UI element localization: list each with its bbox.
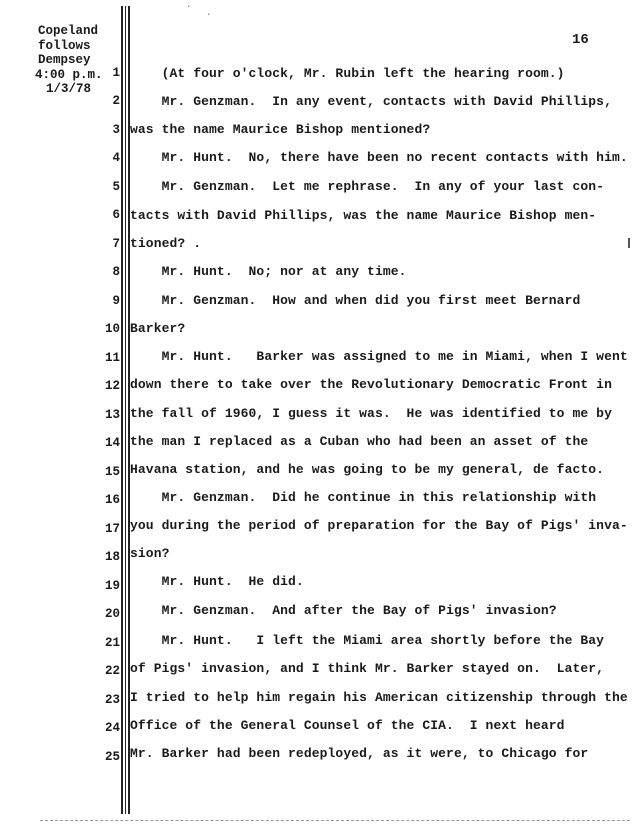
transcript-line: Mr. Hunt. He did. [130, 574, 304, 589]
transcript-line: down there to take over the Revolutionary Democratic Front in [130, 377, 612, 392]
line-number: 11 [104, 351, 120, 365]
line-number: 18 [104, 550, 120, 564]
transcript-line: the fall of 1960, I guess it was. He was identified to me by [130, 406, 612, 421]
scan-mark [628, 238, 630, 248]
transcript-line: Mr. Genzman. How and when did you first meet Bernard [130, 293, 581, 308]
line-number: 12 [104, 379, 120, 393]
transcript-line: Barker? [130, 321, 186, 336]
transcript-line: Havana station, and he was going to be my general, de facto. [130, 462, 605, 477]
transcript-line: of Pigs' invasion, and I think Mr. Barker stayed on. Later, [130, 661, 605, 676]
line-number: 21 [104, 636, 120, 650]
line-number: 8 [112, 265, 120, 279]
transcript-line: Mr. Genzman. In any event, contacts with David Phillips, [130, 94, 612, 109]
transcript-line: was the name Maurice Bishop mentioned? [130, 122, 431, 137]
margin-note-line: Copeland [38, 24, 99, 38]
line-number: 3 [112, 123, 120, 137]
line-number: 24 [104, 721, 120, 735]
transcript-line: Mr. Barker had been redeployed, as it were, to Chicago for [130, 746, 589, 761]
line-number: 15 [104, 465, 120, 479]
line-number: 19 [104, 579, 120, 593]
line-number: 16 [104, 493, 120, 507]
line-number: 14 [104, 436, 120, 450]
line-number: 13 [104, 408, 120, 422]
transcript-line: Mr. Genzman. Did he continue in this relationship with [130, 490, 597, 505]
line-number: 22 [104, 664, 120, 678]
line-number: 20 [104, 607, 120, 621]
line-number: 25 [104, 750, 120, 764]
line-number: 5 [112, 180, 120, 194]
transcript-line: Mr. Hunt. No; nor at any time. [130, 264, 407, 279]
line-number: 1 [112, 66, 120, 80]
line-number: 4 [112, 151, 120, 165]
transcript-line: Mr. Hunt. I left the Miami area shortly before the Bay [130, 633, 605, 648]
transcript-line: Mr. Genzman. Let me rephrase. In any of your last con- [130, 179, 605, 194]
line-number: 17 [104, 522, 120, 536]
page-number: 16 [572, 32, 589, 48]
reporter-margin-note [35, 24, 103, 97]
scan-speck: · [206, 10, 212, 20]
margin-note-line: Dempsey [38, 53, 91, 67]
line-number: 2 [112, 94, 120, 108]
margin-note-time: 4:00 p.m. [35, 67, 103, 82]
line-number: 9 [112, 294, 120, 308]
transcript-line: Mr. Genzman. And after the Bay of Pigs' invasion? [130, 603, 557, 618]
transcript-line: Mr. Hunt. No, there have been no recent contacts with him. [130, 150, 628, 165]
transcript-line: I tried to help him regain his American citizenship through the [130, 690, 628, 705]
transcript-line: tacts with David Phillips, was the name Maurice Bishop men- [130, 208, 597, 223]
line-number: 6 [112, 208, 120, 222]
scan-speck: · [186, 2, 192, 12]
line-number: 23 [104, 693, 120, 707]
transcript-line: Office of the General Counsel of the CIA. I next heard [130, 718, 565, 733]
margin-note-date: 1/3/78 [46, 82, 92, 96]
margin-rule [121, 6, 123, 814]
transcript-line: you during the period of preparation for the Bay of Pigs' inva- [130, 518, 628, 533]
margin-rule [125, 6, 127, 814]
transcript-line: tioned? . [130, 236, 202, 251]
transcript-line: the man I replaced as a Cuban who had been an asset of the [130, 434, 589, 449]
scan-edge [40, 820, 630, 821]
transcript-line: Mr. Hunt. Barker was assigned to me in Miami, when I went [130, 349, 628, 364]
transcript-line: sion? [130, 546, 170, 561]
line-number: 7 [112, 237, 120, 251]
line-number: 10 [104, 322, 120, 336]
margin-note-line: follows [38, 38, 91, 53]
transcript-line: (At four o'clock, Mr. Rubin left the hearing room.) [130, 66, 565, 81]
